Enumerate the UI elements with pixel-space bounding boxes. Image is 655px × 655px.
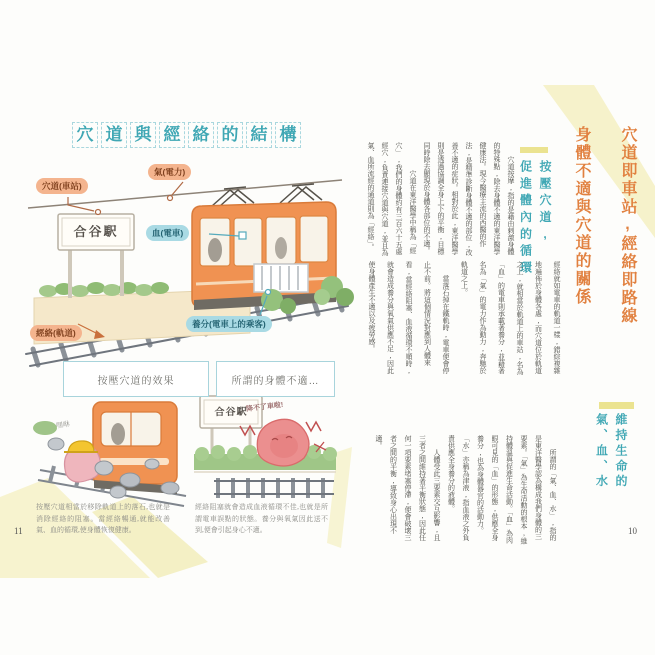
station-sign-text: 合谷駅 xyxy=(73,223,119,240)
title-char: 結 xyxy=(246,122,272,148)
label-meridian-track: 經絡(軌道) xyxy=(30,325,82,341)
heading-marker-bar xyxy=(599,402,634,409)
label-acupoint-station: 穴道(車站) xyxy=(36,178,88,194)
page-number-right: 10 xyxy=(628,526,637,536)
title-char: 的 xyxy=(217,122,243,148)
body-text-pressing-intro: 穴道按摩,指的是藉由刺激身體的特殊點,除去身體不適的東洋醫學健康法。現今醫療主流的西醫的作法,是精準診斷身體不適的部位,改善不適的症狀。相對於此,東洋醫學則是透過協調全身上下的平衡,目標同時除去顯現於身體各部位的不適。 穴道在東洋醫學中稱為「經穴」,我們的身體約有三百六十五處經穴,負責連接穴道與穴道,並且為氣、血所流經的通道則為「經絡」。 xyxy=(367,142,515,256)
title-char: 道 xyxy=(101,122,127,148)
title-char: 與 xyxy=(130,122,156,148)
diagram-title xyxy=(72,122,304,148)
title-char: 構 xyxy=(275,122,301,148)
page-number-left: 11 xyxy=(14,526,23,536)
label-qi-electricity: 氣(電力) xyxy=(148,164,191,180)
worker-speech-bubble: 嘿咻 xyxy=(55,421,71,430)
caption-discomfort: 經絡阻塞就會造成血液循環不佳,也就是所謂電車誤點的狀態。養分與氧氣因此送不到,便會引起身心不適。 xyxy=(195,503,328,535)
body-text-qi-blood-water: 所謂的「氣、血、水」,指的是東洋醫學認為構成我們身體的三要素。「氣」為生命活動的根本,維持體溫與促進生命活動。「血」為肉眼可見的「血」的形態,供應全身養分,也為身體器官的活動力。「水」亦稱為津液,指血液之外負責供應全身養分的液體。 人體受此三要素交互影響,且三者之間維持著平衡狀態,因此任何一項要素堵塞停滯,便會破壞三者之間的平衡,導致身心出現不適。 xyxy=(375,435,557,545)
article-title: 穴道即車站,經絡即路線 身體不適與穴道的關係 xyxy=(573,126,636,325)
panel-title-discomfort: 所謂的身體不適… xyxy=(216,361,335,397)
platform-fence xyxy=(254,264,308,292)
heading-marker-bar xyxy=(520,147,548,153)
title-char: 經 xyxy=(159,122,185,148)
label-nutrients-passengers: 養分(電車上的乘客) xyxy=(186,316,272,332)
caption-press-effect: 按壓穴道相當於移除軌道上的落石,也就是消除經絡的阻塞。當經絡暢通,就能改善氣、血的循環,使身體恢復健康。 xyxy=(36,503,170,535)
mini-station-sign-text: 合谷駅 xyxy=(214,406,248,419)
panel-title-press-effect: 按壓穴道的效果 xyxy=(63,361,209,397)
section-heading-pressing: 按壓穴道, 促進體內的循環 xyxy=(518,160,552,278)
body-text-pressing-continued: 經絡就如電車的軌道一樣,錯綜複雜地遍佈於身體各處,而穴道位於軌道之上,就相當於軌道上的車站,名為「血」的電車則承載著養分,並藉著名為「氣」的電力作為動力,奔馳於軌道之上。 當落石掉在鐵軌時,電車便會停止不前。將這個情況對應到人體來看,當經絡阻塞、血液循環不順時,就會造成養分與氧氣供應不足,因此使身體產生不適以及疲勞感。 xyxy=(368,261,561,375)
title-char: 穴 xyxy=(72,122,98,148)
label-blood-tram: 血(電車) xyxy=(146,225,189,241)
title-char: 絡 xyxy=(188,122,214,148)
blob-speech-bubble: 降不了車啦! xyxy=(245,401,284,414)
section-heading-qi-blood-water: 維持生命的 氣、血、水 xyxy=(594,413,628,490)
